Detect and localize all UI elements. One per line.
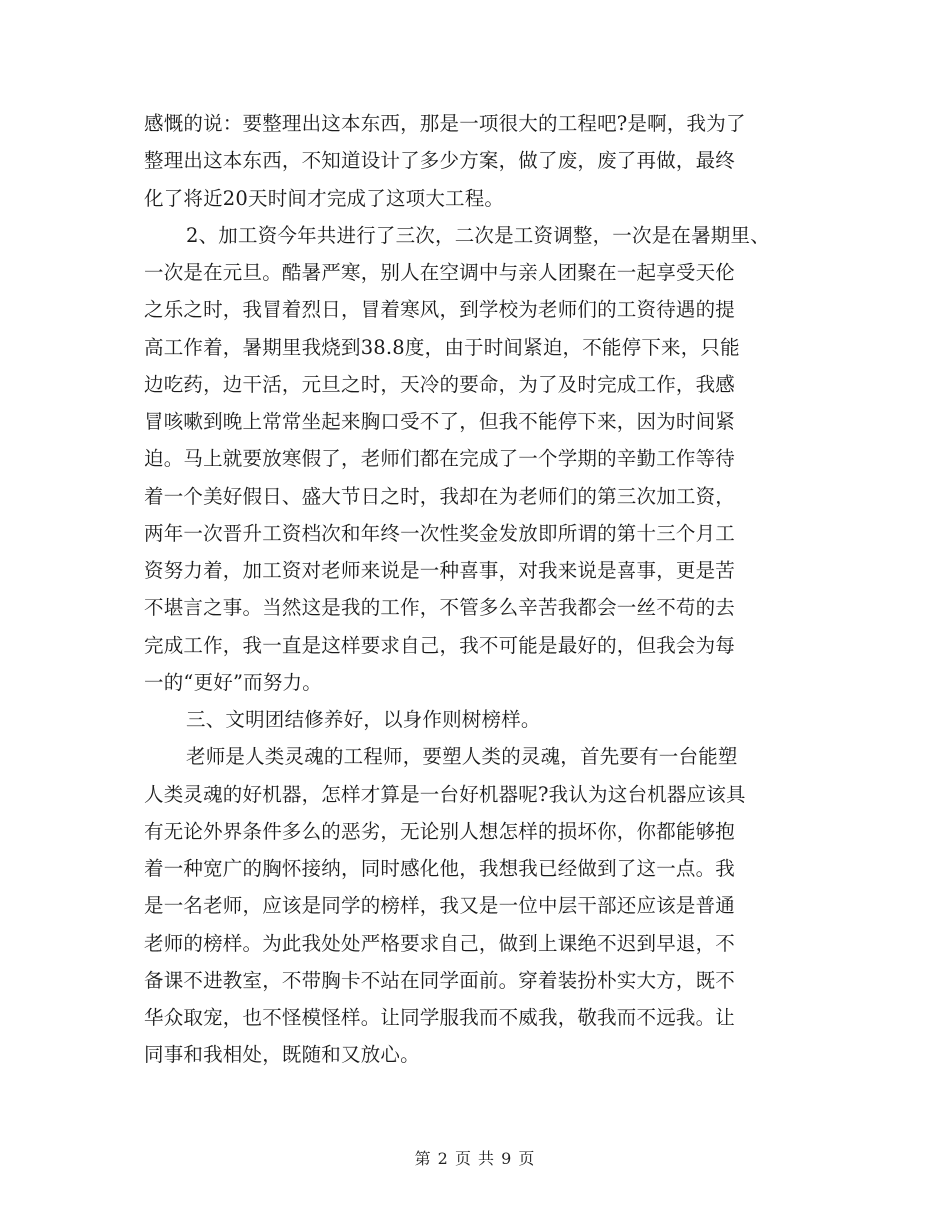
text-line: 一次是在元旦。酷暑严寒，别人在空调中与亲人团聚在一起享受天伦 [144,261,736,284]
text-line: 人类灵魂的好机器，怎样才算是一台好机器呢?我认为这台机器应该具 [144,782,746,806]
paragraph-start-line: 2、加工资今年共进行了三次，二次是工资调整，一次是在暑期里、 [186,223,770,247]
text-line: 备课不进教室，不带胸卡不站在同学面前。穿着装扮朴实大方，既不 [144,968,736,992]
text-line: 不堪言之事。当然这是我的工作，不管多么辛苦我都会一丝不苟的去 [144,596,736,620]
text-line: 有无论外界条件多么的恶劣，无论别人想怎样的损坏你，你都能够抱 [144,819,736,843]
paragraph-start-line: 老师是人类灵魂的工程师，要塑人类的灵魂，首先要有一台能塑 [186,745,738,769]
text-line: 整理出这本东西，不知道设计了多少方案，做了废，废了再做，最终 [144,149,736,173]
text-line: 华众取宠，也不怪模怪样。让同学服我而不威我，敬我而不远我。让 [144,1006,736,1029]
text-line: 老师的榜样。为此我处处严格要求自己，做到上课绝不迟到早退，不 [144,931,736,955]
text-line: 着一个美好假日、盛大节日之时，我却在为老师们的第三次加工资， [144,484,736,508]
text-line: 是一名老师，应该是同学的榜样，我又是一位中层干部还应该是普通 [144,894,736,918]
text-line: 两年一次晋升工资档次和年终一次性奖金发放即所谓的第十三个月工 [144,521,736,545]
text-line: 之乐之时，我冒着烈日，冒着寒风，到学校为老师们的工资待遇的提 [144,298,736,322]
text-line: 完成工作，我一直是这样要求自己，我不可能是最好的，但我会为每 [144,633,736,657]
text-line: 边吃药，边干活，元旦之时，天冷的要命，为了及时完成工作，我感 [144,372,736,396]
document-body [144,105,804,1074]
text-line: 感慨的说：要整理出这本东西，那是一项很大的工程吧?是啊，我为了 [144,112,746,135]
text-line: 资努力着，加工资对老师来说是一种喜事，对我来说是喜事，更是苦 [144,559,736,582]
text-line: 一的“更好”而努力。 [144,670,322,694]
text-line: 高工作着，暑期里我烧到38.8度，由于时间紧迫，不能停下来，只能 [144,335,740,359]
text-line: 迫。马上就要放寒假了，老师们都在完成了一个学期的辛勤工作等待 [144,447,736,471]
text-line: 化了将近20天时间才完成了这项大工程。 [144,186,505,210]
text-line: 同事和我相处，既随和又放心。 [144,1043,420,1067]
text-line: 冒咳嗽到晚上常常坐起来胸口受不了，但我不能停下来，因为时间紧 [144,410,736,433]
text-line: 着一种宽广的胸怀接纳，同时感化他，我想我已经做到了这一点。我 [144,857,736,880]
page-number-footer: 第 2 页 共 9 页 [414,1149,536,1168]
section-heading: 三、文明团结修养好，以身作则树榜样。 [186,708,541,731]
